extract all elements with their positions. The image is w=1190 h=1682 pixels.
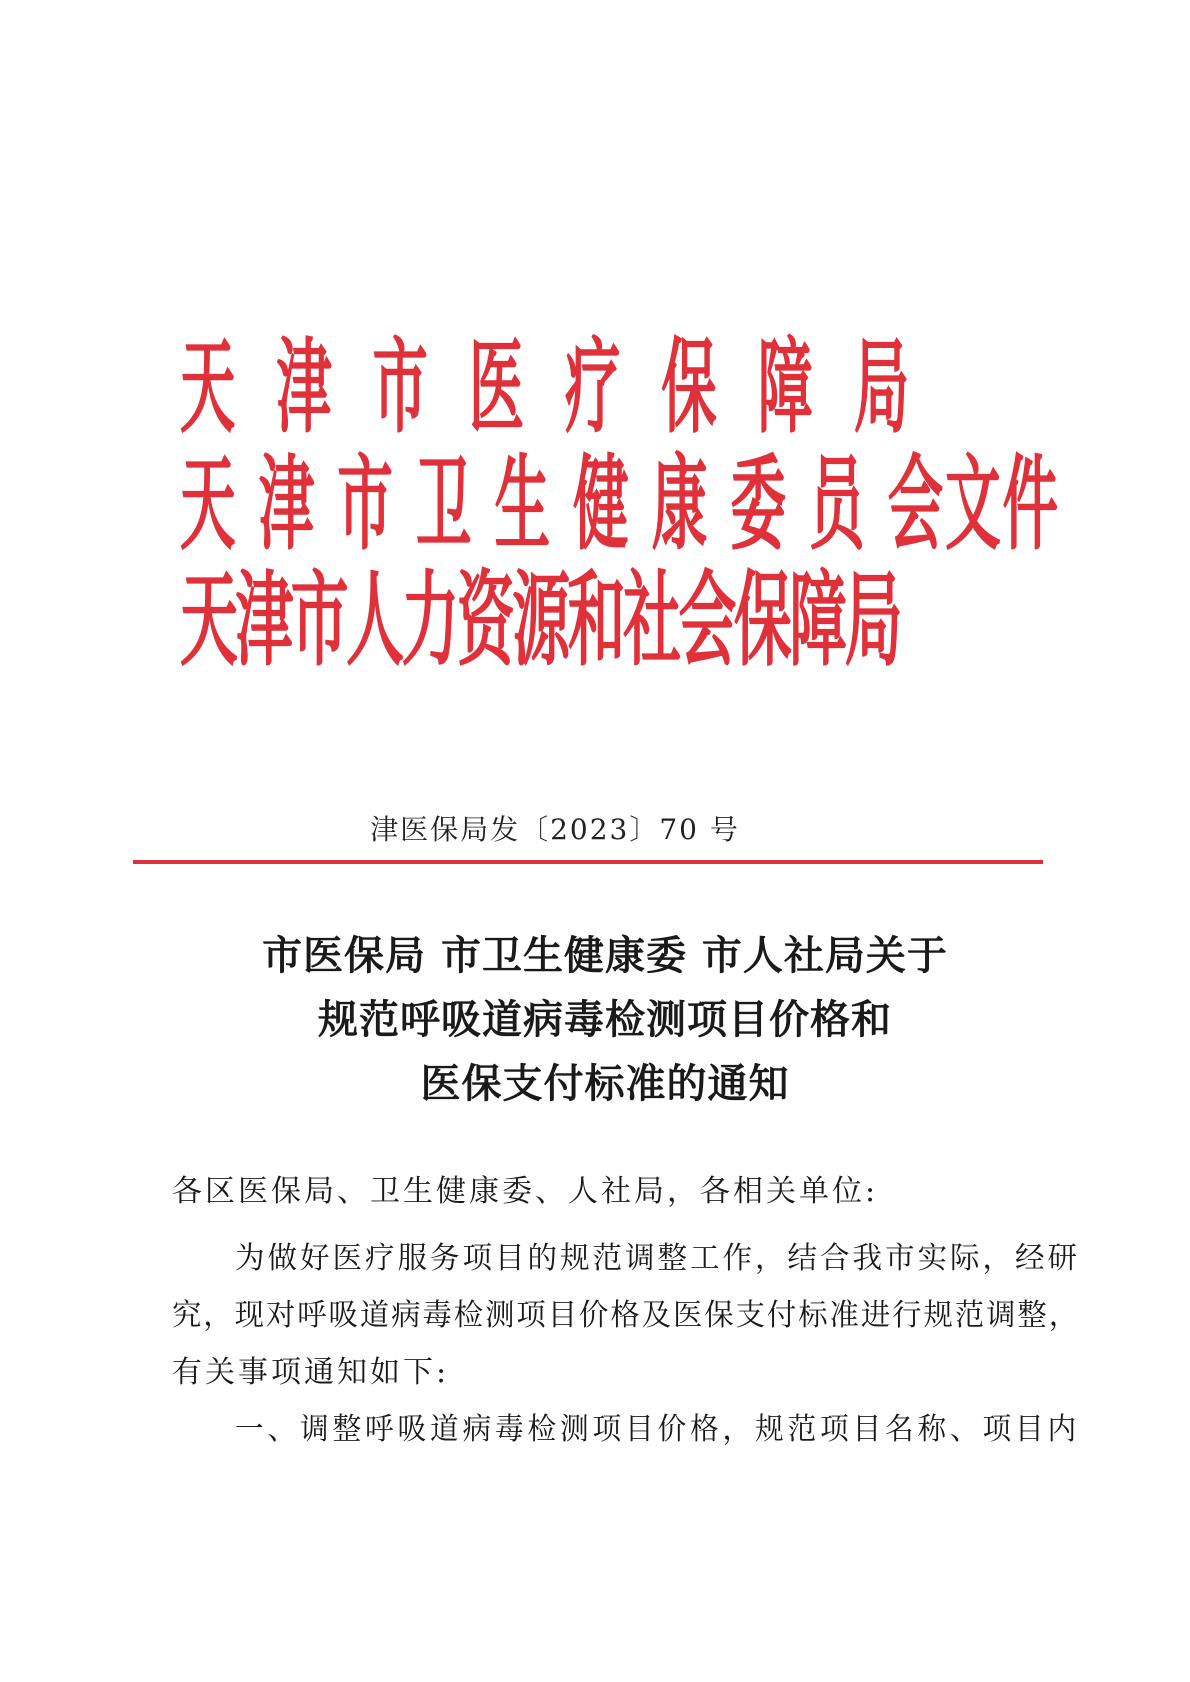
red-divider-line <box>133 860 1043 864</box>
paragraph-line: 一、调整呼吸道病毒检测项目价格，规范项目名称、项目内 <box>235 1412 1080 1447</box>
paragraph-line: 有关事项通知如下: <box>172 1355 450 1390</box>
header-line-medical-security-bureau: 天 津 市 医 疗 保 障 局 <box>180 326 920 447</box>
title-line: 规范呼吸道病毒检测项目价格和 <box>318 996 892 1043</box>
paragraph-line: 为做好医疗服务项目的规范调整工作，结合我市实际，经研 <box>235 1241 1080 1276</box>
header-line-health-commission: 天 津 市 卫 生 健 康 委 员 会文件 <box>180 443 1060 564</box>
header-line-human-resources-bureau: 天津市人力资源和社会保障局 <box>180 559 900 680</box>
title-line: 医保支付标准的通知 <box>420 1060 790 1107</box>
title-line: 市医保局 市卫生健康委 市人社局关于 <box>262 932 948 979</box>
paragraph-line: 究，现对呼吸道病毒检测项目价格及医保支付标准进行规范调整， <box>172 1298 1080 1333</box>
addressee-line: 各区医保局、卫生健康委、人社局，各相关单位: <box>172 1174 879 1209</box>
document-number: 津医保局发〔2023〕70 号 <box>370 813 740 846</box>
